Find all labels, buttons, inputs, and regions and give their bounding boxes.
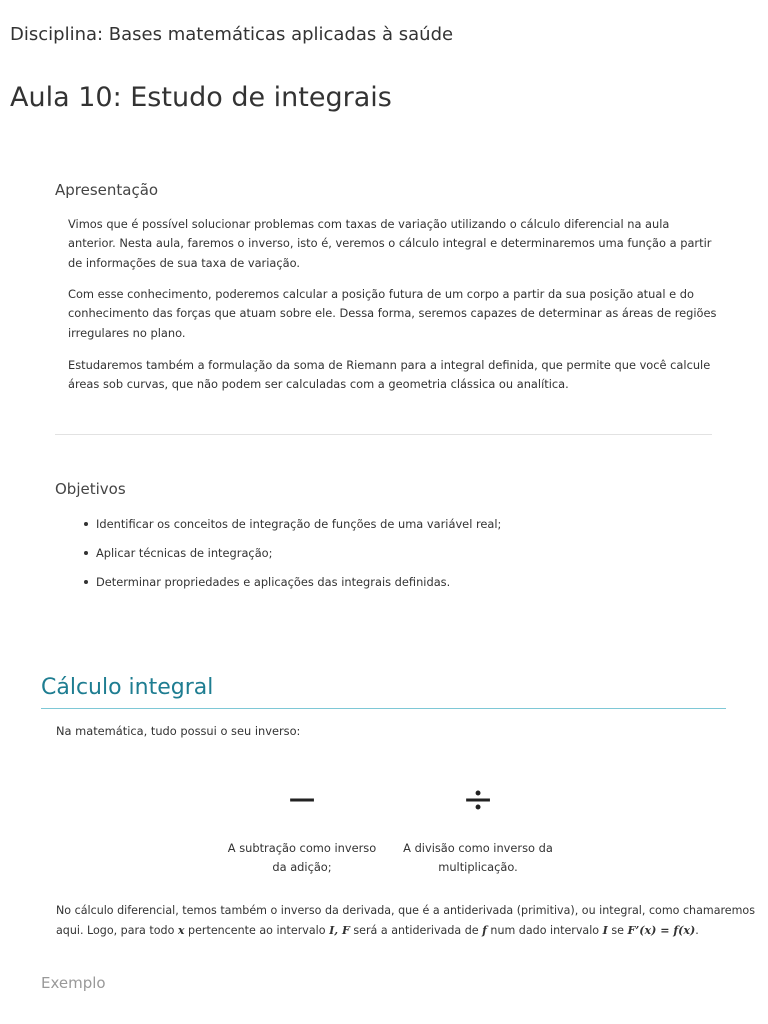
antiderivative-line-1: No cálculo diferencial, temos também o inverso da derivada, que é a antiderivada (primitiva), ou integral, como chamaremos — [56, 904, 756, 917]
math-formula: F’(x) = f(x) — [627, 923, 696, 937]
objective-item-1: Identificar os conceitos de integração de funções de uma variável real; — [96, 514, 501, 543]
math-var-x: x — [177, 923, 185, 937]
text-segment: . — [695, 923, 699, 937]
antiderivative-paragraph — [56, 901, 756, 940]
subtraction-caption — [212, 839, 392, 877]
objectives-list — [68, 514, 501, 601]
division-caption-line-2: multiplicação. — [438, 860, 518, 874]
division-caption-line-1: A divisão como inverso da — [403, 841, 553, 855]
calculus-intro: Na matemática, tudo possui o seu inverso: — [56, 724, 301, 738]
text-segment: será a antiderivada de — [349, 923, 483, 937]
subtraction-caption-line-1: A subtração como inverso — [227, 841, 377, 855]
lesson-title: Aula 10: Estudo de integrais — [10, 82, 392, 113]
math-var-i: I — [602, 923, 608, 937]
example-label: Exemplo — [41, 974, 106, 992]
text-segment: num dado intervalo — [486, 923, 603, 937]
math-var-interval-f: I, F — [329, 923, 350, 937]
subtraction-caption-line-2: da adição; — [272, 860, 332, 874]
math-var-f: f — [482, 923, 487, 937]
division-icon: ÷ — [462, 777, 494, 821]
minus-icon: − — [286, 777, 318, 821]
objectives-heading: Objetivos — [55, 480, 126, 498]
text-segment: pertencente ao intervalo — [184, 923, 330, 937]
objective-item-2: Aplicar técnicas de integração; — [96, 543, 501, 572]
presentation-paragraph-3: Estudaremos também a formulação da soma de Riemann para a integral definida, que permite que você calcule áreas sob curvas, que não podem ser calculadas com a geometria clássica ou analítica. — [68, 358, 711, 392]
text-segment: se — [607, 923, 628, 937]
presentation-paragraph-2: Com esse conhecimento, poderemos calcular a posição futura de um corpo a partir da sua posição atual e do conhecimento das forças que atuam sobre ele. Dessa forma, seremos capazes de determinar as áreas de regiões irregulares no plano. — [68, 287, 717, 340]
section-divider — [55, 434, 712, 435]
presentation-paragraph-1: Vimos que é possível solucionar problemas com taxas de variação utilizando o cálculo diferencial na aula anterior. Nesta aula, faremos o inverso, isto é, veremos o cálculo integral e determinaremos uma função a partir de informações de sua taxa de variação. — [68, 217, 712, 270]
calculus-section-title: Cálculo integral — [41, 675, 214, 700]
discipline-title: Disciplina: Bases matemáticas aplicadas à saúde — [10, 24, 454, 45]
antiderivative-line-2 — [56, 921, 726, 941]
division-caption — [388, 839, 568, 877]
calculus-title-rule — [41, 708, 726, 709]
presentation-heading: Apresentação — [55, 181, 159, 199]
text-segment: aqui. Logo, para todo — [56, 923, 178, 937]
objective-item-3: Determinar propriedades e aplicações das integrais definidas. — [96, 572, 501, 601]
